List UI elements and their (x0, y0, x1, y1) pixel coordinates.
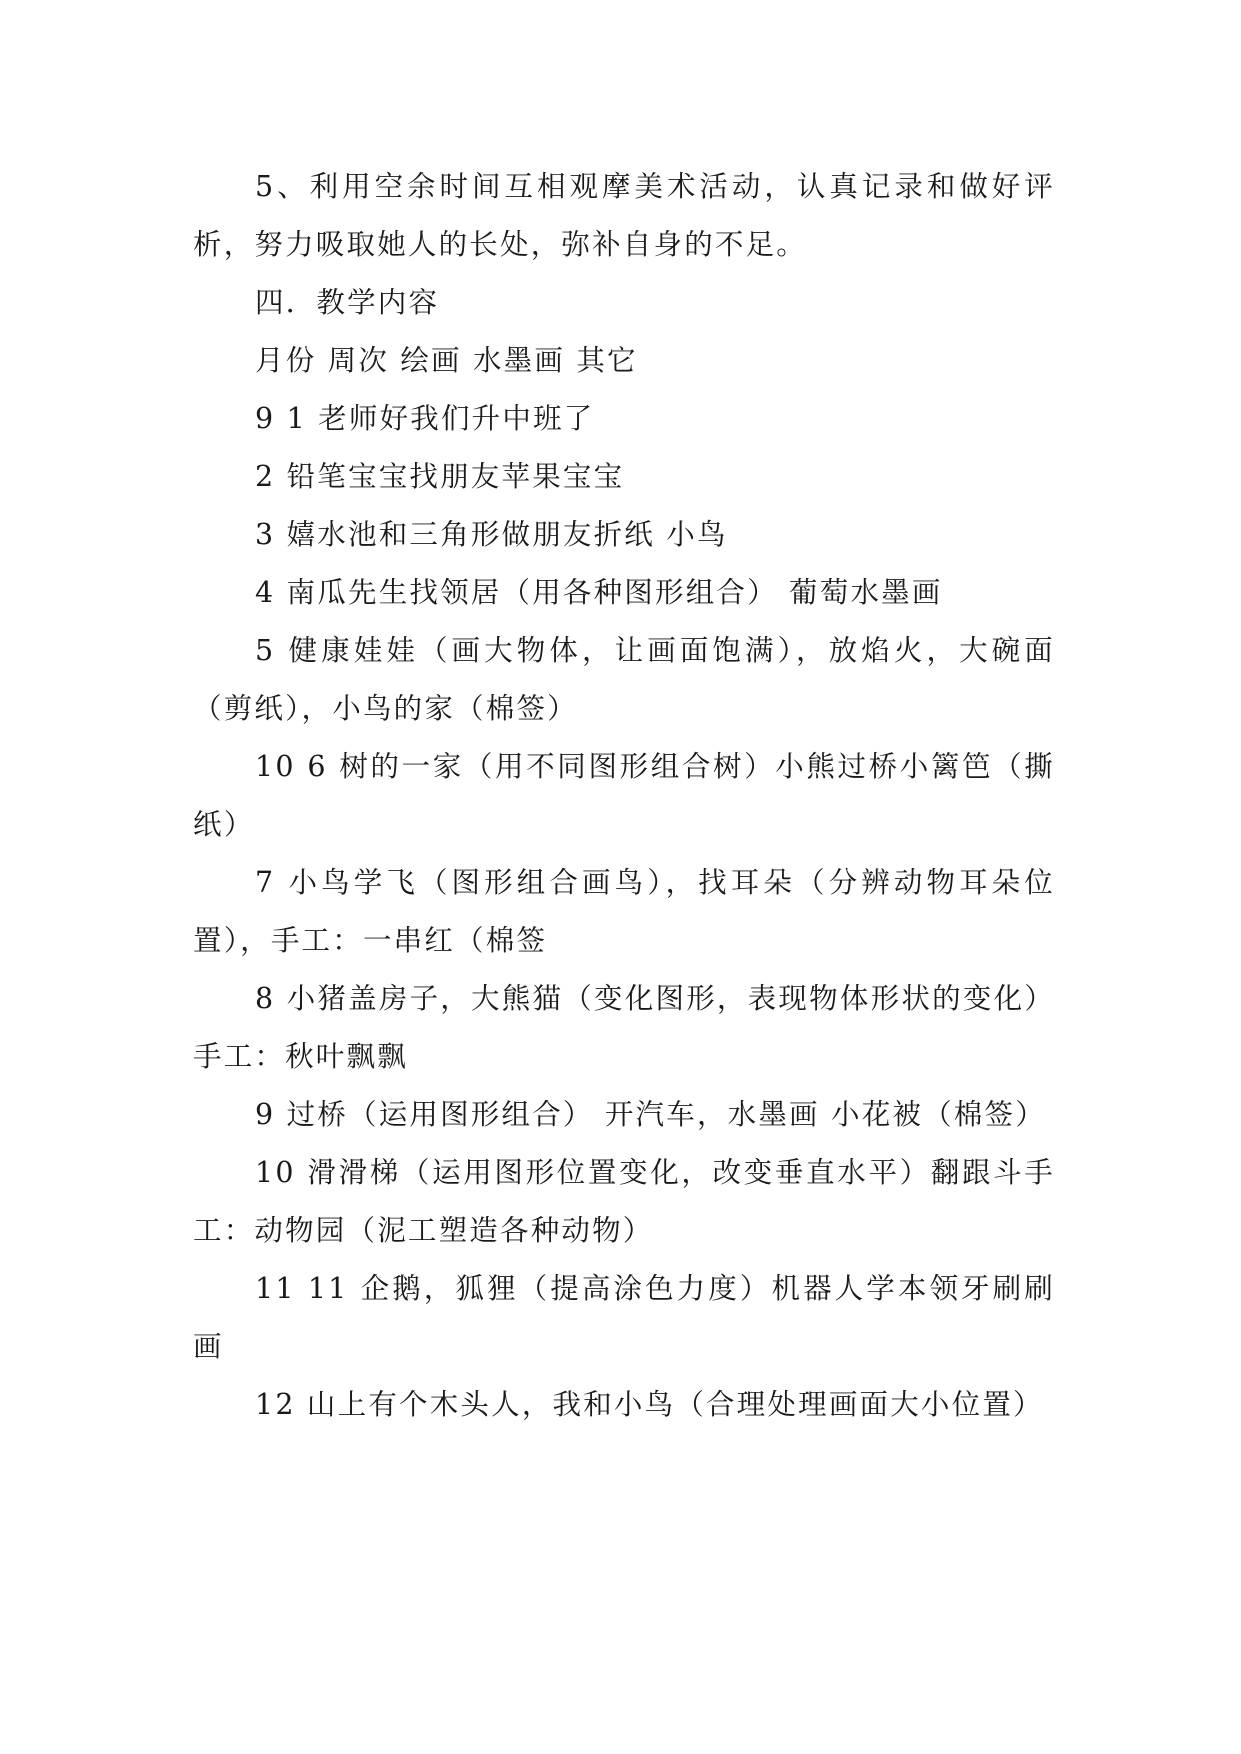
schedule-row: 10 6 树的一家（用不同图形组合树）小熊过桥小篱笆（撕纸） (193, 750, 1055, 841)
schedule-row: 4 南瓜先生找领居（用各种图形组合） 葡萄水墨画 (255, 576, 943, 609)
paragraph-observation-item-5: 5、利用空余时间互相观摩美术活动，认真记录和做好评析，努力吸取她人的长处，弥补自身的不足。 (193, 170, 1055, 261)
schedule-row: 3 嬉水池和三角形做朋友折纸 小鸟 (255, 518, 728, 551)
schedule-row: 8 小猪盖房子，大熊猫（变化图形，表现物体形状的变化）手工：秋叶飘飘 (193, 982, 1055, 1073)
schedule-header-row: 月份 周次 绘画 水墨画 其它 (255, 344, 638, 377)
schedule-row: 11 11 企鹅，狐狸（提高涂色力度）机器人学本领牙刷刷画 (193, 1272, 1055, 1363)
schedule-row: 10 滑滑梯（运用图形位置变化，改变垂直水平）翻跟斗手工：动物园（泥工塑造各种动物） (193, 1156, 1055, 1247)
schedule-row: 7 小鸟学飞（图形组合画鸟），找耳朵（分辨动物耳朵位置），手工：一串红（棉签 (193, 866, 1055, 957)
section-heading-teaching-content: 四．教学内容 (255, 286, 440, 319)
schedule-row: 9 1 老师好我们升中班了 (255, 402, 595, 435)
schedule-row: 5 健康娃娃（画大物体，让画面饱满），放焰火，大碗面（剪纸），小鸟的家（棉签） (193, 634, 1055, 725)
schedule-row: 9 过桥（运用图形组合） 开汽车，水墨画 小花被（棉签） (255, 1098, 1046, 1131)
document-body (193, 158, 1055, 1434)
schedule-row: 2 铅笔宝宝找朋友苹果宝宝 (255, 460, 625, 493)
schedule-row: 12 山上有个木头人，我和小鸟（合理处理画面大小位置） (255, 1388, 1044, 1421)
